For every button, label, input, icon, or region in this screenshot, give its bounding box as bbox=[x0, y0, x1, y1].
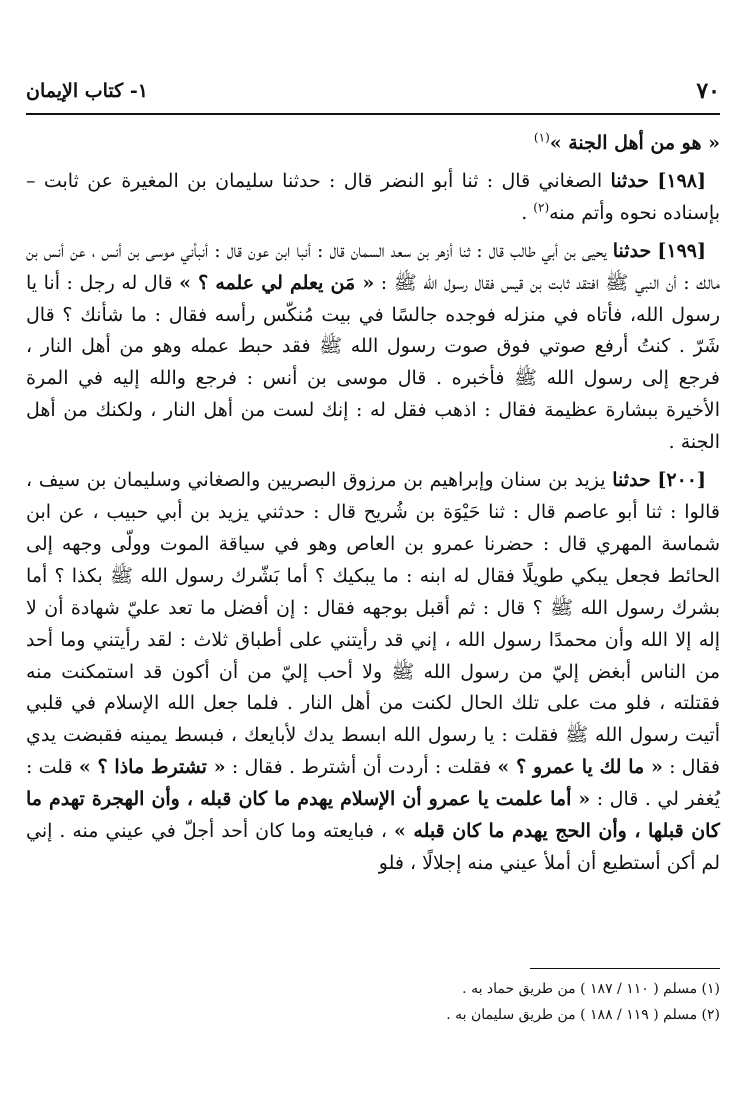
hadith-199 bbox=[26, 236, 720, 459]
page-number: ٧٠ bbox=[696, 78, 720, 104]
paragraph-intro bbox=[26, 128, 720, 160]
hadith-text: يحيى بن أبي طالب قال : ثنا أزهر بن سعد السمان قال : أنبا ابن عون قال : أنبأني موسى بن أنس ، عن أنس بن مالك : أن النبي ﷺ افتقد ثابت بن قيس فقال رسول الله ﷺ : bbox=[26, 239, 720, 294]
hadith-text: الصغاني قال : ثنا أبو النضر قال : حدثنا سليمان بن المغيرة عن ثابت – بإسناده نحوه وأتم منه bbox=[26, 169, 720, 224]
hadith-text-end: . bbox=[521, 201, 534, 224]
footnotes bbox=[26, 976, 720, 1028]
prophet-quote: « أما علمت يا عمرو أن الإسلام يهدم ما كان قبله ، وأن الهجرة تهدم ما كان قبلها ، وأن الحج يهدم ما كان قبله » bbox=[26, 788, 720, 843]
header-divider bbox=[26, 113, 720, 115]
hadith-text: قال له رجل : أنا يا رسول الله، فأتاه في منزله فوجده جالسًا في بيت مُنكّس رأسه فقال : ما شأنك ؟ قال شَرّ . كنتُ أرفع صوتي فوق صوت رسول الله ﷺ فقد حبط عمله وهو من أهل النار ، فرجع إلى رسول الله ﷺ فأخبره . قال موسى بن أنس : فرجع والله إليه في المرة الأخيرة ببشارة عظيمة فقال : اذهب فقل له : إنك لست من أهل النار ، ولكنك من أهل الجنة . bbox=[26, 271, 720, 454]
page-header bbox=[26, 76, 720, 106]
hadith-text: قلت : يُغفر لي . قال : bbox=[26, 756, 720, 811]
footnote-2: (٢) مسلم ( ١١٩ / ١٨٨ ) من طريق سليمان به . bbox=[446, 1007, 720, 1023]
quote-text: « هو من أهل الجنة » bbox=[549, 132, 720, 154]
hadith-lead: حدثنا bbox=[612, 469, 651, 492]
hadith-text: يزيد بن سنان وإبراهيم بن مرزوق البصريين والصغاني وسليمان بن سيف ، قالوا : ثنا أبو عاصم قال : ثنا حَيْوَة بن شُريح قال : حدثني يزيد بن أبي حبيب ، عن ابن شماسة المهري قال : حضرنا عمرو بن العاص وهو في سياقة الموت وولّى وجهه إلى الحائط فجعل يبكي طويلًا فقال له ابنه : ما يبكيك ؟ أما بَشّرك رسول الله ﷺ بكذا ؟ أما بشرك رسول الله ﷺ ؟ قال : ثم أقبل بوجهه فقال : إن أفضل ما تعد عليّ شهادة أن لا إله إلا الله وأن محمدًا رسول الله ، إني قد رأيتني على أطباق ثلاث : لقد رأيتني وما أحد من الناس أبغض إليّ من رسول الله ﷺ ولا أحب إليّ من أن أكون قد استمكنت منه فقتلته ، فلو مت على تلك الحال لكنت من أهل النار . فلما جعل الله الإسلام في قلبي أتيت رسول الله ﷺ فقلت : يا رسول الله ابسط يدك لأبايعك ، فبسط يمينه فقبضت يدي فقال : bbox=[26, 469, 720, 779]
footnote-ref: (٢) bbox=[533, 200, 550, 215]
chapter-title: ١- كتاب الإيمان bbox=[26, 80, 148, 102]
footnote-divider bbox=[530, 968, 720, 969]
footnote-ref: (١) bbox=[533, 130, 550, 145]
hadith-text: ، فبايعته وما كان أحد أجلّ في عيني منه . إني لم أكن أستطيع أن أملأ عيني منه إجلالًا ، فلو bbox=[26, 820, 720, 874]
hadith-number: [١٩٩] bbox=[657, 239, 706, 262]
prophet-quote: « ما لك يا عمرو ؟ » bbox=[497, 756, 663, 779]
hadith-text: فقلت : أردت أن أشترط . فقال : bbox=[225, 756, 498, 779]
hadith-200 bbox=[26, 465, 720, 880]
hadith-number: [٢٠٠] bbox=[657, 469, 706, 492]
prophet-quote: « تشترط ماذا ؟ » bbox=[78, 756, 226, 779]
footnote-1: (١) مسلم ( ١١٠ / ١٨٧ ) من طريق حماد به . bbox=[462, 981, 720, 997]
hadith-lead: حدثنا bbox=[610, 169, 650, 192]
hadith-lead: حدثنا bbox=[612, 239, 652, 262]
prophet-quote: « مَن يعلم لي علمه ؟ » bbox=[179, 271, 375, 294]
main-text bbox=[26, 128, 720, 880]
hadith-198 bbox=[26, 166, 720, 230]
hadith-number: [١٩٨] bbox=[657, 169, 706, 192]
